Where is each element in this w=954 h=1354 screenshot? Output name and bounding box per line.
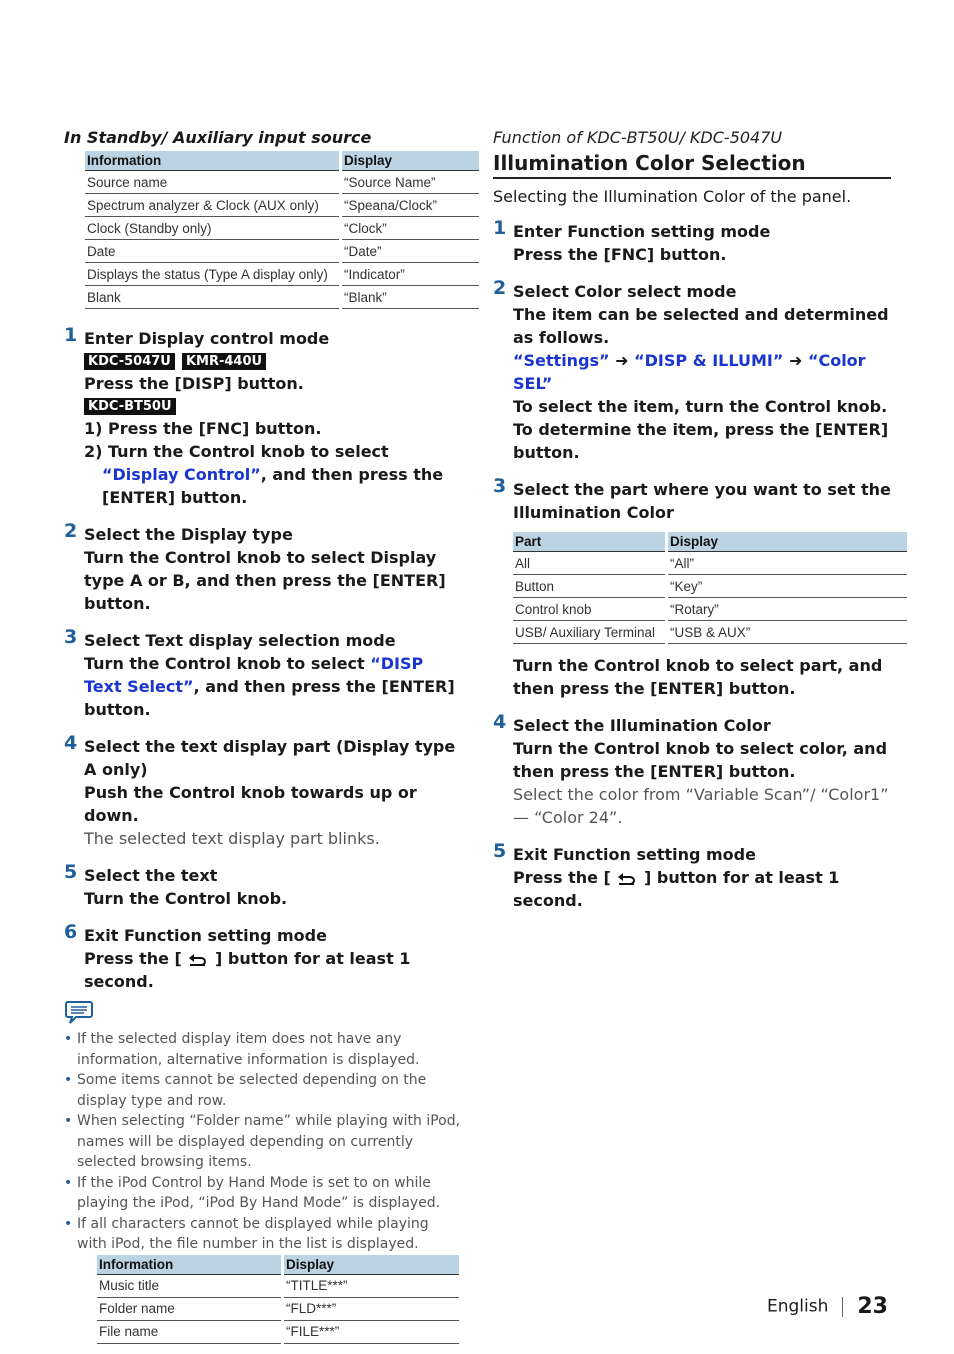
note-item: • Some items cannot be selected depending on the display type and row. (64, 1070, 462, 1111)
step (493, 217, 891, 266)
step-number: 1 (493, 217, 507, 239)
table-cell: Button (513, 575, 665, 598)
step-title: Select the text display part (Display type A only) (84, 737, 456, 779)
table-cell: All (513, 552, 665, 575)
step (64, 520, 462, 615)
step (493, 840, 891, 912)
step-text: Press the [FNC] button. (513, 245, 727, 264)
right-column (493, 128, 891, 912)
display-info-table (82, 151, 482, 309)
table-header: Display (668, 532, 907, 552)
step-title: Exit Function setting mode (84, 926, 327, 945)
table-cell: Date (85, 240, 339, 263)
note-item: • If all characters cannot be displayed while playing with iPod, the file number in the list is displayed. (64, 1214, 462, 1255)
table-row (97, 1275, 459, 1298)
model-badge: KMR-440U (182, 353, 266, 370)
step-number: 1 (64, 324, 78, 346)
menu-link: “Settings” (513, 351, 610, 370)
table-row (85, 286, 479, 309)
table-cell: “Source Name” (342, 171, 479, 194)
step-text: Turn the Control knob to select Display type A or B, and then press the [ENTER] button. (84, 548, 446, 613)
step-text: Turn the Control knob to select part, and then press the [ENTER] button. (513, 656, 883, 698)
table-cell: Control knob (513, 598, 665, 621)
step (64, 732, 462, 850)
function-title: Function of KDC-BT50U/ KDC-5047U (493, 128, 783, 147)
table-header: Information (85, 151, 339, 171)
step-text: Press the [ (513, 868, 617, 887)
menu-link: “DISP Text Select” (84, 654, 424, 696)
note-item: • If the iPod Control by Hand Mode is set to on while playing the iPod, “iPod By Hand Mode” is displayed. (64, 1173, 462, 1214)
model-badge: KDC-5047U (84, 353, 175, 370)
table-row (513, 621, 907, 644)
table-cell: “Date” (342, 240, 479, 263)
step-number: 4 (493, 711, 507, 733)
step (493, 711, 891, 829)
step-number: 3 (64, 626, 78, 648)
table-cell: Spectrum analyzer & Clock (AUX only) (85, 194, 339, 217)
step-text: Press the [ (84, 949, 188, 968)
step-text: 2) Turn the Control knob to select (84, 442, 389, 461)
step-text: Turn the Control knob to select color, and then press the [ENTER] button. (513, 739, 888, 781)
model-badges (84, 350, 462, 372)
step (64, 324, 462, 509)
model-badge: KDC-BT50U (84, 398, 176, 415)
step-number: 3 (493, 475, 507, 497)
table-cell: “Clock” (342, 217, 479, 240)
step-number: 4 (64, 732, 78, 754)
step-title: Select Color select mode (513, 282, 737, 301)
step (493, 475, 891, 524)
table-cell: Source name (85, 171, 339, 194)
step-substep (84, 440, 462, 509)
intro-text: Selecting the Illumination Color of the panel. (493, 187, 852, 206)
table-cell: “Indicator” (342, 263, 479, 286)
menu-link: “Color SEL” (513, 351, 866, 393)
step-title: Select the Illumination Color (513, 716, 771, 735)
step-title: Enter Display control mode (84, 329, 330, 348)
table-row (85, 194, 479, 217)
table-cell: USB/ Auxiliary Terminal (513, 621, 665, 644)
step-number: 5 (493, 840, 507, 862)
step-text (513, 866, 891, 912)
table-row (513, 552, 907, 575)
step-title: Enter Function setting mode (513, 222, 771, 241)
step-note: The selected text display part blinks. (84, 829, 380, 848)
table-header: Display (342, 151, 479, 171)
step-text: Turn the Control knob. (84, 889, 288, 908)
table-cell: “Blank” (342, 286, 479, 309)
step-text: The item can be selected and determined as follows. (513, 305, 889, 347)
divider (842, 1297, 843, 1317)
notes-list (64, 1029, 462, 1255)
step-number: 5 (64, 861, 78, 883)
table-cell: “USB & AUX” (668, 621, 907, 644)
step (64, 626, 462, 721)
table-header: Part (513, 532, 665, 552)
step-text: , and then press the [ENTER] button. (102, 465, 444, 507)
step-note: Select the color from “Variable Scan”/ “Color1” — “Color 24”. (513, 785, 889, 827)
step-text: ] button for at least 1 second. (84, 949, 411, 991)
step-title: Select the text (84, 866, 218, 885)
step-number: 6 (64, 921, 78, 943)
table-cell: Clock (Standby only) (85, 217, 339, 240)
table-cell: “TITLE***” (284, 1275, 459, 1298)
note-bubble-icon (64, 999, 94, 1025)
step (493, 277, 891, 464)
table-row (85, 263, 479, 286)
step-text (84, 652, 462, 721)
back-arrow-icon (616, 871, 638, 885)
language-label: English (766, 1296, 829, 1317)
table-header-row (97, 1255, 459, 1275)
table-header-row (85, 151, 479, 171)
menu-link: “DISP & ILLUMI” (634, 351, 784, 370)
illumination-part-table (510, 532, 910, 644)
table-header: Information (97, 1255, 281, 1275)
left-column (64, 128, 462, 1344)
step (64, 921, 462, 993)
table-header-row (513, 532, 907, 552)
step-title: Select the Display type (84, 525, 293, 544)
table-cell: “FILE***” (284, 1321, 459, 1344)
table-row (85, 240, 479, 263)
page-footer (767, 1294, 888, 1319)
note-item: • When selecting “Folder name” while playing with iPod, names will be displayed depending on currently selected browsing items. (64, 1111, 462, 1173)
step-number: 2 (493, 277, 507, 299)
step-continuation (493, 654, 891, 700)
table-row (97, 1321, 459, 1344)
step-title: Select Text display selection mode (84, 631, 396, 650)
step-text: Press the [DISP] button. (84, 374, 304, 393)
table-cell: Music title (97, 1275, 281, 1298)
ipod-info-table (94, 1255, 462, 1344)
page-title: Illumination Color Selection (493, 151, 891, 179)
table-row (513, 575, 907, 598)
step-title: Exit Function setting mode (513, 845, 756, 864)
table-cell: Folder name (97, 1298, 281, 1321)
menu-link: “Display Control” (102, 465, 261, 484)
step-text: Push the Control knob towards up or down. (84, 783, 417, 825)
step-number: 2 (64, 520, 78, 542)
table-cell: File name (97, 1321, 281, 1344)
arrow-icon: ➜ (615, 351, 629, 370)
table-row (513, 598, 907, 621)
step-text: , and then press the [ENTER] button. (84, 677, 455, 719)
back-arrow-icon (187, 952, 209, 966)
step-title: Select the part where you want to set the Illumination Color (513, 480, 891, 522)
step-text (84, 947, 462, 993)
step (64, 861, 462, 910)
table-header: Display (284, 1255, 459, 1275)
section-title: In Standby/ Auxiliary input source (64, 128, 372, 147)
step-text: Turn the Control knob to select (84, 654, 371, 673)
table-cell: “Rotary” (668, 598, 907, 621)
table-cell: “FLD***” (284, 1298, 459, 1321)
step-substep: 1) Press the [FNC] button. (84, 419, 322, 438)
page-number: 23 (857, 1294, 888, 1319)
arrow-icon: ➜ (788, 351, 803, 370)
note-item: • If the selected display item does not have any information, alternative information is displayed. (64, 1029, 462, 1070)
step-text: ] button for at least 1 second. (513, 868, 840, 910)
table-cell: Blank (85, 286, 339, 309)
table-row (85, 217, 479, 240)
table-cell: “Speana/Clock” (342, 194, 479, 217)
table-cell: “All” (668, 552, 907, 575)
menu-path (513, 349, 891, 395)
table-row (85, 171, 479, 194)
step-text: To select the item, turn the Control knob. To determine the item, press the [ENTER] button. (513, 397, 889, 462)
table-row (97, 1298, 459, 1321)
table-cell: Displays the status (Type A display only) (85, 263, 339, 286)
table-cell: “Key” (668, 575, 907, 598)
